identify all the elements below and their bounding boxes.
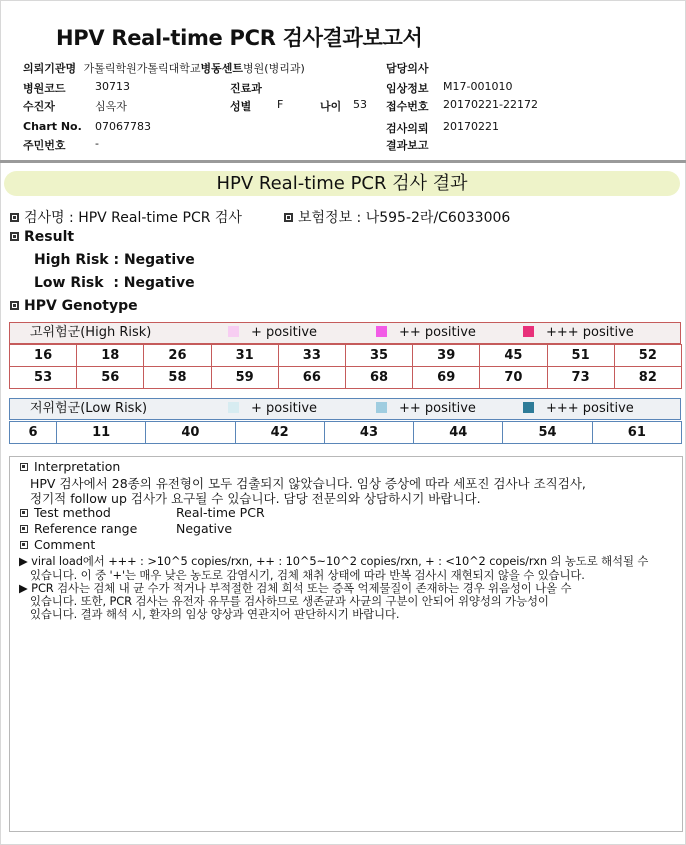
collector-value: 심옥자 [95,100,127,113]
hospital-code-label: 병원코드 [23,82,66,95]
chart-label: Chart No. [23,120,82,133]
genotype-cell: 45 [480,345,547,367]
ward-label: 병동센트 [200,62,244,75]
chart-value: 07067783 [95,120,151,133]
square-bullet-icon [20,525,28,533]
genotype-cell: 33 [278,345,345,367]
square-bullet-icon [20,509,28,517]
genotype-cell: 68 [345,367,412,389]
genotype-cell: 82 [614,367,681,389]
comment-line: 있습니다. 이 중 '+'는 매우 낮은 농도로 감염시기, 검체 채취 상태에 따라 반복 검사시 재현되지 않을 수 있습니다. [30,568,585,582]
genotype-cell: 54 [503,422,592,444]
genotype-cell: 6 [10,422,57,444]
sex-label: 성별 [230,100,252,113]
legend-plus [228,323,317,343]
ward-value: 병원(병리과) [243,62,305,75]
genotype-heading [10,298,138,314]
result-label: Result [24,229,75,245]
comment-line: 있습니다. 결과 해석 시, 환자의 임상 양상과 연관지어 판단하시기 바랍니다. [30,607,400,621]
legend-label: ++ positive [399,401,476,416]
genotype-cell: 59 [211,367,278,389]
genotype-cell: 61 [592,422,681,444]
legend-swatch [523,402,534,413]
doctor-label: 담당의사 [386,62,429,75]
receipt-value: 20170221-22172 [443,98,538,111]
comment-label: Comment [34,537,96,552]
receipt-label: 접수번호 [386,100,429,113]
square-bullet-icon [10,301,19,310]
id-label: 주민번호 [23,139,66,152]
genotype-label: HPV Genotype [24,298,138,314]
report-title: HPV Real-time PCR 검사결과보고서 [56,26,423,50]
legend-swatch [376,402,387,413]
genotype-cell: 66 [278,367,345,389]
genotype-cell: 39 [413,345,480,367]
genotype-cell: 53 [10,367,77,389]
legend-swatch [228,326,239,337]
low-risk-result: Low Risk : Negative [34,275,195,291]
high-risk-result: High Risk : Negative [34,252,195,268]
square-bullet-icon [10,232,19,241]
comment-line: ▶ viral load에서 +++ : >10^5 copies/rxn, ++ : 10^5~10^2 copies/rxn, + : <10^2 copeis/rxn 의 농도로 해석될 수 [19,554,649,568]
genotype-cell: 56 [77,367,144,389]
test-name: 검사명 : HPV Real-time PCR 검사 [24,210,242,226]
header-separator [0,160,686,163]
genotype-cell: 40 [146,422,235,444]
request-value: 20170221 [443,120,499,133]
legend-plusplus [376,323,476,343]
test-method-row [20,505,111,520]
sex-value: F [277,98,284,111]
square-bullet-icon [20,541,28,549]
age-label: 나이 [320,100,342,113]
genotype-cell: 43 [324,422,413,444]
insurance-info: 보험정보 : 나595-2라/C6033006 [298,210,511,226]
collector-label: 수진자 [23,100,55,113]
square-bullet-icon [20,463,28,471]
legend-label: + positive [251,325,318,340]
legend-swatch [228,402,239,413]
low-risk-genotype-table [9,421,682,444]
genotype-cell: 69 [413,367,480,389]
legend-plusplus [376,399,476,419]
legend-swatch [523,326,534,337]
table-row [10,422,682,444]
low-risk-title: 저위험군(Low Risk) [30,401,148,416]
test-method-value: Real-time PCR [176,505,265,520]
comment-line: 있습니다. 또한, PCR 검사는 유전자 유무를 검사하므로 생존균과 사균의 구분이 안되어 위양성의 가능성이 [30,594,549,608]
genotype-cell: 73 [547,367,614,389]
genotype-cell: 26 [144,345,211,367]
high-risk-header [9,322,681,344]
square-bullet-icon [10,213,19,222]
legend-label: +++ positive [546,401,634,416]
id-value: - [95,137,99,150]
legend-label: + positive [251,401,318,416]
test-method-label: Test method [34,505,111,520]
reference-range-row [20,521,137,536]
legend-plusplusplus [523,323,634,343]
report-label: 결과보고 [386,139,429,152]
genotype-cell: 70 [480,367,547,389]
age-value: 53 [353,98,367,111]
test-name-row [10,207,242,227]
genotype-cell: 58 [144,367,211,389]
clinical-value: M17-001010 [443,80,513,93]
square-bullet-icon [284,213,293,222]
legend-label: ++ positive [399,325,476,340]
low-risk-header [9,398,681,420]
legend-plus [228,399,317,419]
request-label: 검사의뢰 [386,122,429,135]
legend-label: +++ positive [546,325,634,340]
info-institution [23,60,305,76]
hospital-code-value: 30713 [95,80,130,93]
result-banner: HPV Real-time PCR 검사 결과 [4,171,680,196]
interpretation-heading [20,459,120,474]
genotype-cell: 11 [56,422,145,444]
table-row [10,345,682,367]
insurance-row [284,207,510,227]
genotype-cell: 35 [345,345,412,367]
result-heading [10,229,74,245]
comment-line: ▶ PCR 검사는 검체 내 균 수가 적거나 부적절한 검체 희석 또는 증폭 억제물질이 존재하는 경우 위음성이 나올 수 [19,581,572,595]
institution-label: 의뢰기관명 [23,62,77,75]
legend-plusplusplus [523,399,634,419]
interpretation-line-1: HPV 검사에서 28종의 유전형이 모두 검출되지 않았습니다. 임상 증상에 따라 세포진 검사나 조직검사, [30,476,586,491]
genotype-cell: 42 [235,422,324,444]
genotype-cell: 51 [547,345,614,367]
genotype-cell: 52 [614,345,681,367]
high-risk-title: 고위험군(High Risk) [30,325,152,340]
genotype-cell: 31 [211,345,278,367]
genotype-cell: 18 [77,345,144,367]
high-risk-genotype-table [9,344,682,389]
interpretation-label: Interpretation [34,459,121,474]
genotype-cell: 44 [414,422,503,444]
table-row [10,367,682,389]
comment-heading [20,537,95,552]
legend-swatch [376,326,387,337]
interpretation-line-2: 정기적 follow up 검사가 요구될 수 있습니다. 담당 전문의와 상담하시기 바랍니다. [30,491,481,506]
dept-label: 진료과 [230,82,262,95]
clinical-label: 임상정보 [386,82,429,95]
genotype-cell: 16 [10,345,77,367]
institution-value: 가톨릭학원가톨릭대학교 [83,62,201,75]
reference-range-value: Negative [176,521,233,536]
reference-range-label: Reference range [34,521,138,536]
